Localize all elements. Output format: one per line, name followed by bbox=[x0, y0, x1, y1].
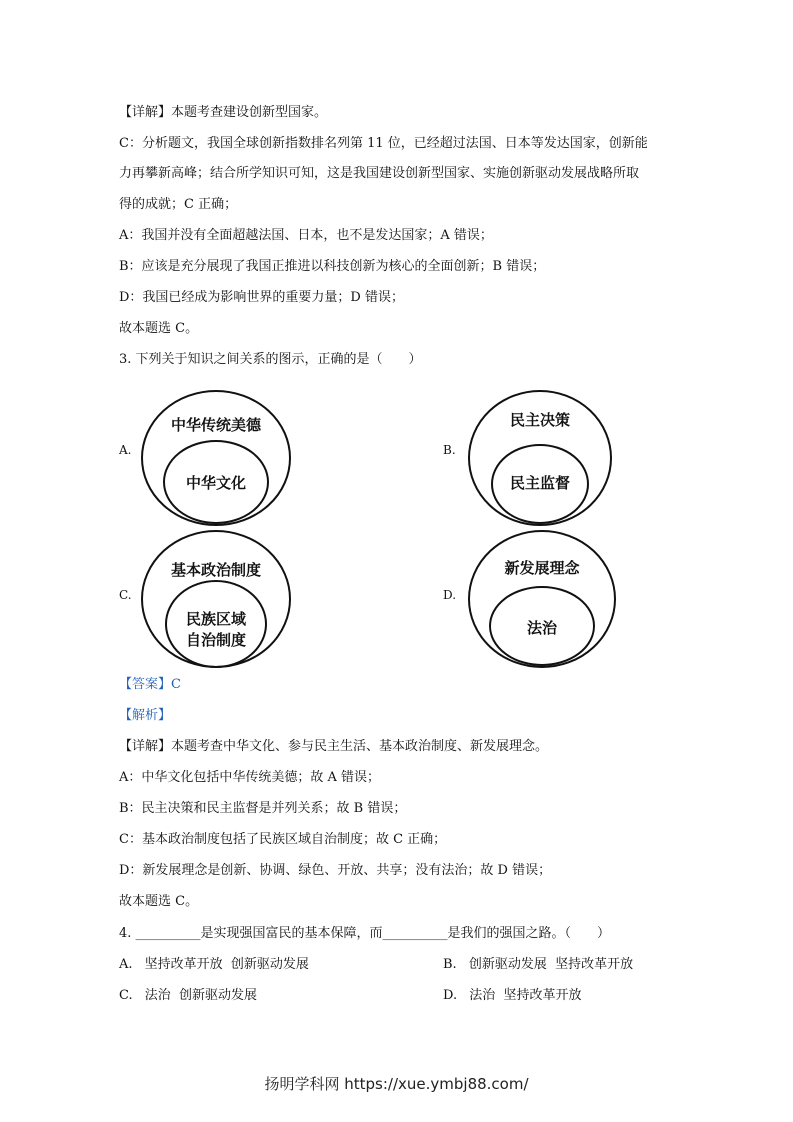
q3-b-line: B：民主决策和民主监督是并列关系；故 B 错误； bbox=[119, 801, 407, 816]
q4-option-d-label: D. bbox=[443, 988, 458, 1003]
q4-option-a bbox=[119, 956, 309, 974]
outer-circle bbox=[142, 391, 290, 525]
inner-label: 中华文化 bbox=[185, 474, 247, 492]
inner-label-line1: 民族区域 bbox=[185, 610, 247, 628]
inner-label-line2: 自治制度 bbox=[185, 631, 247, 649]
answer-line: 【答案】C bbox=[119, 677, 181, 692]
q4-option-b bbox=[443, 956, 633, 974]
explanation-d-line: D：我国已经成为影响世界的重要力量；D 错误； bbox=[119, 290, 404, 305]
q4-option-c-text: 法治 创新驱动发展 bbox=[144, 988, 258, 1003]
option-d-label: D. bbox=[443, 588, 457, 602]
explanation-c-line3: 得的成就；C 正确； bbox=[119, 197, 238, 212]
option-a-label: A. bbox=[119, 443, 132, 457]
q4-option-c bbox=[119, 987, 257, 1005]
q4-option-a-label: A. bbox=[119, 957, 133, 972]
outer-circle bbox=[469, 531, 615, 667]
explanation-a-line: A：我国并没有全面超越法国、日本，也不是发达国家；A 错误； bbox=[119, 228, 493, 243]
q3-a-line: A：中华文化包括中华传统美德；故 A 错误； bbox=[119, 770, 381, 785]
outer-label: 中华传统美德 bbox=[170, 416, 262, 434]
outer-label: 民主决策 bbox=[509, 411, 571, 429]
q4-option-a-text: 坚持改革开放 创新驱动发展 bbox=[144, 957, 309, 972]
q4-option-d-text: 法治 坚持改革开放 bbox=[469, 988, 582, 1003]
analysis-title: 【解析】 bbox=[119, 708, 172, 723]
outer-label: 基本政治制度 bbox=[170, 561, 262, 579]
q3-detail-line: 【详解】本题考查中华文化、参与民主生活、基本政治制度、新发展理念。 bbox=[119, 739, 549, 754]
option-b-label: B. bbox=[443, 443, 456, 457]
inner-label: 法治 bbox=[526, 619, 558, 637]
explanation-b-line: B：应该是充分展现了我国正推进以科技创新为核心的全面创新；B 错误； bbox=[119, 259, 546, 274]
explanation-c-line1: C：分析题文，我国全球创新指数排名列第 11 位，已经超过法国、日本等发达国家，创新能 bbox=[119, 136, 648, 151]
q3-c-line: C：基本政治制度包括了民族区域自治制度；故 C 正确； bbox=[119, 832, 447, 847]
explanation-c-line2: 力再攀新高峰；结合所学知识可知，这是我国建设创新型国家、实施创新驱动发展战略所取 bbox=[119, 166, 640, 181]
q4-option-b-label: B. bbox=[443, 957, 457, 972]
inner-label: 民主监督 bbox=[509, 474, 571, 492]
detail-line: 【详解】本题考查建设创新型国家。 bbox=[119, 105, 328, 120]
q4-option-c-label: C. bbox=[119, 988, 133, 1003]
page-footer: 扬明学科网 https://xue.ymbj88.com/ bbox=[264, 1075, 529, 1093]
q4-option-d bbox=[443, 987, 582, 1005]
diagram-c bbox=[138, 528, 294, 674]
q3-conclusion: 故本题选 C。 bbox=[119, 894, 199, 909]
outer-label: 新发展理念 bbox=[504, 559, 580, 577]
diagram-a bbox=[138, 388, 294, 532]
diagram-b bbox=[466, 388, 614, 532]
q3-d-line: D：新发展理念是创新、协调、绿色、开放、共享；没有法治；故 D 错误； bbox=[119, 863, 552, 878]
question3-stem: 3. 下列关于知识之间关系的图示，正确的是（ ） bbox=[119, 352, 422, 367]
diagram-d bbox=[466, 528, 618, 674]
question4-stem: 4. __________是实现强国富民的基本保障，而__________是我们的强国之路。（ ） bbox=[119, 926, 611, 941]
explanation-conclusion: 故本题选 C。 bbox=[119, 321, 199, 336]
option-c-label: C. bbox=[119, 588, 132, 602]
q4-option-b-text: 创新驱动发展 坚持改革开放 bbox=[468, 957, 634, 972]
